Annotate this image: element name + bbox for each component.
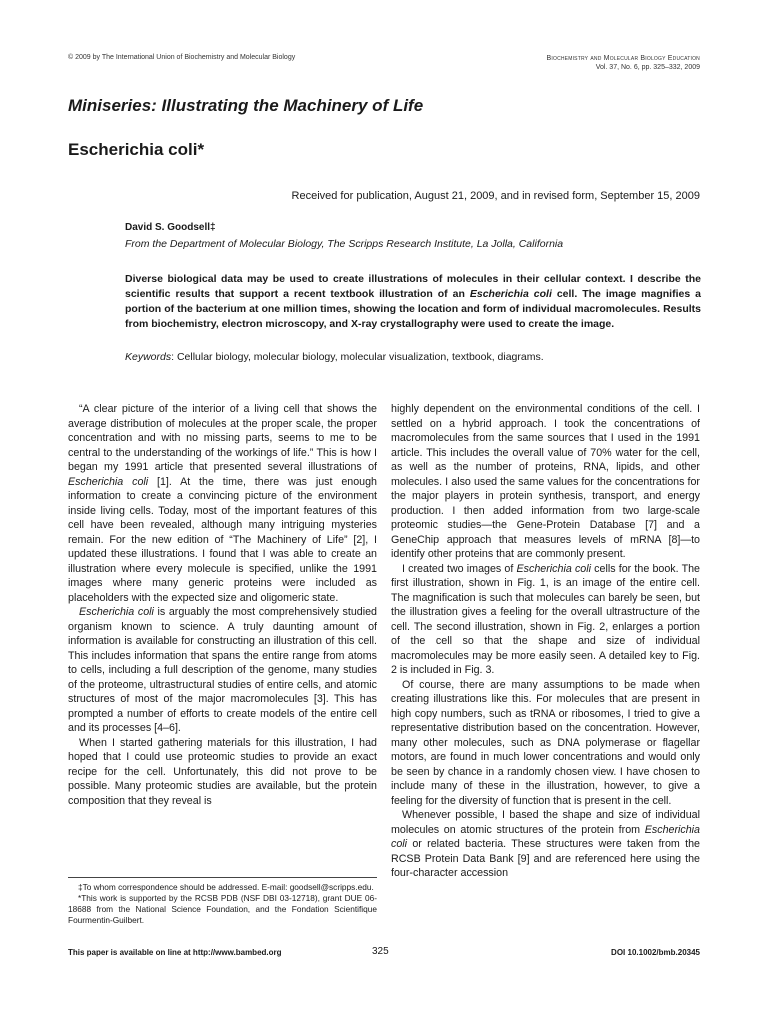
- keywords-list: : Cellular biology, molecular biology, molecular visualization, textbook, diagrams.: [171, 351, 544, 363]
- paragraph: [68, 605, 377, 736]
- paragraph: highly dependent on the environmental conditions of the cell. I settled on a hybrid approach. I took the concentrations of macromolecules from the same sources that I used in the 1991 article. This includes the overall value of 70% water for the cell, as well as the number of proteins, RNA, lipids, and other molecules. I also used the same values for the concentrations for the major players in protein synthesis, transport, and energy production. I then added information from two large-scale proteomic studies—the Gene-Protein Database [7] and a GeneChip approach that measures levels of mRNA [8]—to identify other proteins that are commonly present.: [391, 403, 700, 560]
- species-name: Escherichia coli: [391, 823, 700, 850]
- footnote-correspondence: ‡To whom correspondence should be addressed. E-mail: goodsell@scripps.edu.: [78, 882, 374, 892]
- paragraph-text: or related bacteria. These structures were taken from the RCSB Protein Data Bank [9] and are referenced here using the four-character accession: [391, 838, 700, 879]
- paragraph-text: is arguably the most comprehensively studied organism known to science. A truly daunting amount of information is available for constructing an illustration of this cell. This includes information that spans the entire range from atoms to cells, including a full description of the genome, many studies of the proteome, ultrastructural studies of entire cells, and atomic structures of most of the major macromolecules [3]. This has prompted a number of efforts to create models of the entire cell and its processes [4–6].: [68, 606, 377, 734]
- abstract-species: Escherichia coli: [469, 288, 552, 300]
- footnote-rule: [68, 877, 377, 878]
- received-dates: Received for publication, August 21, 2009, and in revised form, September 15, 2009: [291, 190, 700, 202]
- paragraph-text: cells for the book. The first illustration, shown in Fig. 1, is an image of the entire cell. The magnification is such that molecules can barely be seen, but the illustration gives a feeling for the overall ultrastructure of the cell. The second illustration, shown in Fig. 2, enlarges a portion of the cell so that the shape and size of individual macromolecules may be more easily seen. A detailed key to Fig. 2 is included in Fig. 3.: [391, 562, 700, 676]
- paragraph-text: “A clear picture of the interior of a living cell that shows the average distribution of molecules at the proper scale, the proper concentration and with no missing parts, seems to me to be central to the understanding of the workings of life.” This is how I began my 1991 article that presented several illustrations of: [68, 403, 377, 473]
- abstract-text: cell. The image magnifies a portion of the bacterium at one million times, showing the location and form of individual macromolecules. Results from biochemistry, electron microscopy, and X-ray crystallography were used to create the image.: [125, 288, 701, 330]
- body-column-left: [68, 402, 377, 808]
- paragraph-text: Whenever possible, I based the shape and size of individual molecules on atomic structures of the protein from: [391, 809, 700, 836]
- page-number: 325: [372, 946, 389, 957]
- author-name: David S. Goodsell‡: [125, 222, 216, 233]
- species-name: Escherichia coli: [68, 475, 149, 488]
- paragraph-text: [1]. At the time, there was just enough information to create a convincing picture of the environment inside living cells. Today, most of the important features of this cell have been revealed, although many intriguing mysteries remain. For the new edition of “The Machinery of Life” [2], I updated these illustrations. I found that I was able to create an illustration where every molecule is specified, unlike the 1991 images where many generic proteins were included as placeholders with the expected size and oligomeric state.: [68, 475, 378, 604]
- article-title: Escherichia coli*: [68, 140, 205, 159]
- abstract-text: Diverse biological data may be used to create illustrations of molecules in their cellular context. I describe the scientific results that support a recent textbook illustration of an: [125, 273, 701, 300]
- doi: DOI 10.1002/bmb.20345: [611, 948, 700, 957]
- body-column-right: [391, 402, 700, 881]
- paragraph: [68, 402, 377, 605]
- paragraph-text: I created two images of: [402, 562, 517, 575]
- volume-info: Vol. 37, No. 6, pp. 325–332, 2009: [595, 64, 700, 71]
- paragraph: [391, 562, 700, 678]
- keywords: [125, 351, 544, 363]
- footnotes: [68, 877, 377, 926]
- paragraph: [391, 808, 700, 881]
- paragraph: Of course, there are many assumptions to be made when creating illustrations like this. For molecules that are present in high copy numbers, such as tRNA or ribosomes, I tried to give a representative distribution based on the concentration. However, many other molecules, such as DNA polymerase or flagellar motors, are found in much lower concentrations and would only be seen by chance in a randomly chosen view. I have chosen to include many of these in the illustration, however, to give a feeling for the diversity of function that is present in the cell.: [391, 678, 700, 807]
- species-name: Escherichia coli: [516, 562, 591, 575]
- journal-name: Biochemistry and Molecular Biology Education: [546, 55, 700, 62]
- online-availability: This paper is available on line at http://www.bambed.org: [68, 948, 282, 957]
- keywords-label: Keywords: [125, 351, 172, 363]
- abstract: [125, 272, 701, 332]
- species-name: Escherichia coli: [79, 606, 154, 618]
- journal-header: [547, 54, 700, 72]
- footnote-funding: *This work is supported by the RCSB PDB (NSF DBI 03-12718), grant DUE 06-18688 from the National Science Foundation, and the Fondation Scientifique Fourmentin-Guilbert.: [68, 893, 377, 925]
- paragraph: When I started gathering materials for this illustration, I had hoped that I could use proteomic studies to provide an exact recipe for the cell. Unfortunately, this did not prove to be possible. Many proteomic studies are available, but the protein composition that they reveal is: [68, 736, 377, 807]
- copyright-line: © 2009 by The International Union of Biochemistry and Molecular Biology: [68, 54, 296, 61]
- series-title: Miniseries: Illustrating the Machinery of Life: [68, 96, 424, 115]
- author-affiliation: From the Department of Molecular Biology, The Scripps Research Institute, La Jolla, California: [125, 238, 564, 250]
